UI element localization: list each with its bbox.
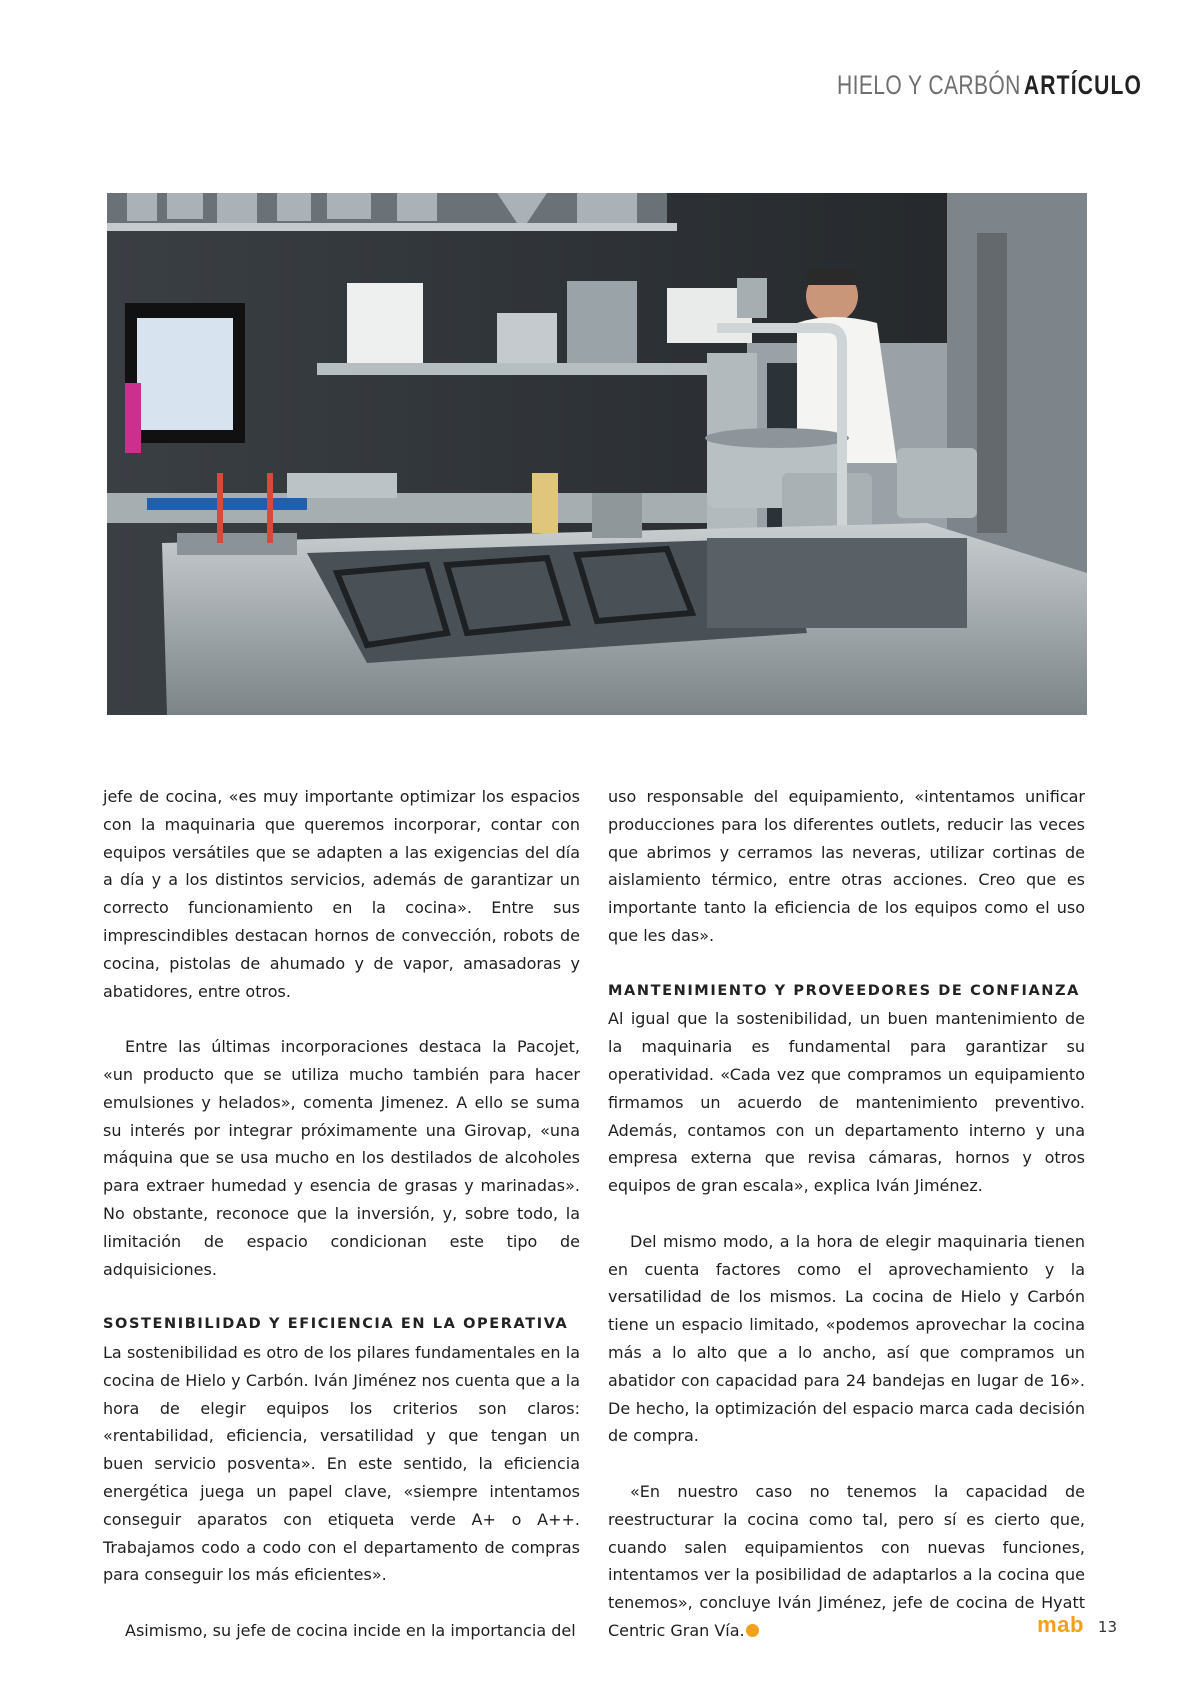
section-header [837, 70, 1142, 101]
end-mark-icon [746, 1624, 759, 1637]
section-label: ARTÍCULO [1023, 70, 1142, 100]
paragraph: jefe de cocina, «es muy importante optimizar los espacios con la maquinaria que queremos incorporar, contar con equipos versátiles que se adapten a las exigencias del día a día y a los distintos servicios, además de garantizar un correcto funcionamiento en la cocina». Entre sus imprescindibles destacan hornos de convección, robots de cocina, pistolas de ahumado y de vapor, amasadoras y abatidores, entre otros. [103, 787, 580, 1001]
section-title: HIELO Y CARBÓN [836, 70, 1021, 100]
kitchen-photo [107, 193, 1087, 715]
magazine-logo: mab [1037, 1612, 1084, 1637]
section-heading: SOSTENIBILIDAD Y EFICIENCIA EN LA OPERATIVA [103, 1316, 569, 1333]
article-column-left [103, 783, 580, 1645]
closing-paragraph [608, 1478, 1085, 1645]
paragraph: Entre las últimas incorporaciones destaca la Pacojet, «un producto que se utiliza mucho también para hacer emulsiones y helados», comenta Jimenez. A ello se suma su interés por integrar próximamente una Girovap, «una máquina que se usa mucho en los destilados de alcoholes para extraer humedad y esencia de grasas y marinadas». No obstante, reconoce que la inversión, y, sobre todo, la limitación de espacio condicionan este tipo de adquisiciones. [103, 1037, 580, 1279]
paragraph: uso responsable del equipamiento, «intentamos unificar producciones para los diferentes outlets, reducir las veces que abrimos y cerramos las neveras, utilizar cortinas de aislamiento térmico, entre otras acciones. Creo que es importante tanto la eficiencia de los equipos como el uso que les das». [608, 787, 1085, 945]
page-number: 13 [1097, 1618, 1117, 1636]
page-footer [1037, 1612, 1117, 1638]
paragraph: Del mismo modo, a la hora de elegir maquinaria tienen en cuenta factores como el aprovechamiento y la versatilidad de los mismos. La cocina de Hielo y Carbón tiene un espacio limitado, «podemos aprovechar la cocina más a lo alto que a lo ancho, así que compramos un abatidor con capacidad para 24 bandejas en lugar de 16». De hecho, la optimización del espacio marca cada decisión de compra. [608, 1231, 1085, 1446]
paragraph: Al igual que la sostenibilidad, un buen mantenimiento de la maquinaria es fundamental para garantizar su operatividad. «Cada vez que compramos un equipamiento firmamos un acuerdo de mantenimiento preventivo. Además, contamos con un departamento interno y una empresa externa que revisa cámaras, hornos y otros equipos de gran escala», explica Iván Jiménez. [608, 1009, 1085, 1196]
paragraph-text: «En nuestro caso no tenemos la capacidad de reestructurar la cocina como tal, pero sí es cierto que, cuando salen equipamientos con nuevas funciones, intentamos ver la posibilidad de adaptarlos a la cocina que tenemos», concluye Iván Jiménez, jefe de cocina de Hyatt Centric Gran Vía. [608, 1481, 1085, 1640]
paragraph: La sostenibilidad es otro de los pilares fundamentales en la cocina de Hielo y Carbón. Iván Jiménez nos cuenta que a la hora de elegir equipos los criterios son claros: «rentabilidad, eficiencia, versatilidad y que tengan un buen servicio posventa». En este sentido, la eficiencia energética juega un papel clave, «siempre intentamos conseguir aparatos con etiqueta verde A+ o A++. Trabajamos codo a codo con el departamento de compras para conseguir los más eficientes». [103, 1342, 580, 1585]
article-column-right [608, 783, 1085, 1645]
section-heading: MANTENIMIENTO Y PROVEEDORES DE CONFIANZA [608, 982, 1080, 999]
paragraph: Asimismo, su jefe de cocina incide en la importancia del [125, 1620, 576, 1640]
